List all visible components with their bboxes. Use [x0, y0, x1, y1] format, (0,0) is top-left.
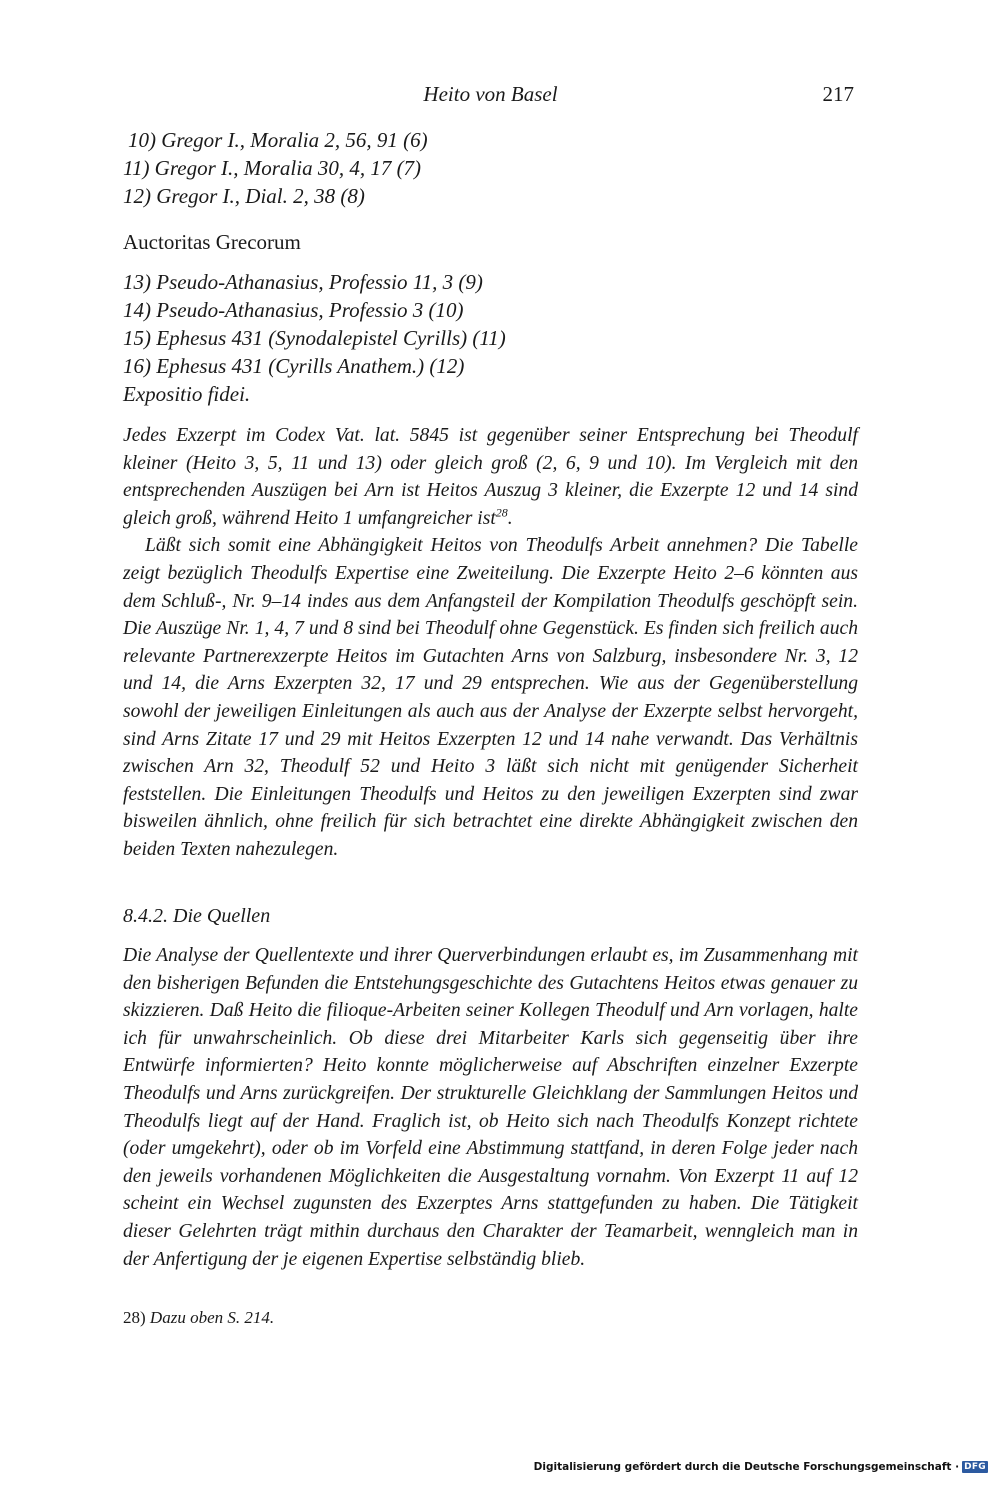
paragraph: Läßt sich somit eine Abhängigkeit Heitos von Theodulfs Arbeit annehmen? Die Tabelle zeigt bezüglich Theodulfs Expertise eine Zweiteilung. Die Exzerpte Heito 2–6 könnten aus dem Schluß-, Nr. 9–14 indes aus dem Anfangsteil der Kompilation Theodulfs geschöpft sein. Die Auszüge Nr. 1, 4, 7 und 8 sind bei Theodulf ohne Gegenstück. Es finden sich freilich auch relevante Partnerexzerpte Heitos im Gutachten Arns von Salzburg, insbesondere Nr. 3, 12 und 14, die Arns Exzerpten 32, 17 und 29 entsprechen. Wie aus der Gegenüberstellung sowohl der jeweiligen Einleitungen als auch aus der Analyse der Exzerpte selbst hervorgeht, sind Arns Zitate 17 und 29 mit Heitos Exzerpten 12 und 14 nahe verwandt. Das Verhältnis zwischen Arn 32, Theodulf 52 und Heito 3 läßt sich nicht mit genügender Sicherheit feststellen. Die Einleitungen Theodulfs und Heitos zu den jeweiligen Exzerpten sind zwar bisweilen ähnlich, ohne freilich für sich betrachtet eine direkte Abhängigkeit zwischen den beiden Texten nahezulegen. [123, 535, 858, 860]
running-title: Heito von Basel [423, 82, 558, 106]
page-number: 217 [822, 82, 854, 106]
list-item: 15) Ephesus 431 (Synodalepistel Cyrills) (11) [123, 326, 506, 350]
auctoritas-heading: Auctoritas Grecorum [123, 230, 301, 254]
footnote-number: 28) [123, 1308, 146, 1327]
dfg-logo: DFG [964, 1462, 986, 1472]
list-item: 10) Gregor I., Moralia 2, 56, 91 (6) [128, 128, 428, 152]
footnote-text: Dazu oben S. 214. [149, 1308, 275, 1327]
source-list-gregor [123, 126, 858, 210]
body-text-upper [123, 422, 858, 864]
list-item: 13) Pseudo-Athanasius, Professio 11, 3 (9) [123, 270, 483, 294]
paragraph [123, 422, 858, 532]
paragraph-tail: . [507, 507, 513, 529]
paragraph-text: Jedes Exzerpt im Codex Vat. lat. 5845 ist gegenüber seiner Entsprechung bei Theodulf kleiner (Heito 3, 5, 11 und 13) oder gleich groß (2, 6, 9 und 10). Im Vergleich mit den entsprechenden Auszügen bei Arn ist Heitos Auszug 3 kleiner, die Exzerpte 12 und 14 sind gleich groß, während Heito 1 umfangreicher ist [123, 425, 858, 529]
credit-text: Digitalisierung gefördert durch die Deutsche Forschungsgemeinschaft · [533, 1461, 960, 1473]
running-header [123, 82, 858, 112]
paragraph: Die Analyse der Quellentexte und ihrer Querverbindungen erlaubt es, im Zusammenhang mit den bisherigen Befunden die Entstehungsgeschichte des Gutachtens Heitos etwas genauer zu skizzieren. Daß Heito die filioque-Arbeiten seiner Kollegen Theodulf und Arn vorlagen, halte ich für unwahrscheinlich. Ob diese drei Mitarbeiter Karls sich gegenseitig über ihre Entwürfe informierten? Heito konnte möglicherweise auf Abschriften einzelner Exzerpte Theodulfs und Arns zurückgreifen. Der strukturelle Gleichklang der Sammlungen Heitos und Theodulfs liegt auf der Hand. Fraglich ist, ob Heito sich nach Theodulfs Konzept richtete (oder umgekehrt), oder ob im Vorfeld eine Abstimmung stattfand, in deren Folge jeder nach den jeweils vorhandenen Möglichkeiten die Ausgestaltung vornahm. Von Exzerpt 11 auf 12 scheint ein Wechsel zugunsten des Exzerptes Arns stattgefunden zu haben. Die Tätigkeit dieser Gelehrten trägt mithin durchaus den Charakter der Teamarbeit, wenngleich man in der Anfertigung der je eigenen Expertise selbständig blieb. [123, 945, 858, 1270]
section-heading: 8.4.2. Die Quellen [123, 905, 271, 927]
list-item: 14) Pseudo-Athanasius, Professio 3 (10) [123, 298, 464, 322]
list-item: Expositio fidei. [123, 382, 251, 406]
footnote [123, 1306, 858, 1330]
body-text-lower [123, 942, 858, 1273]
list-item: 16) Ephesus 431 (Cyrills Anathem.) (12) [123, 354, 465, 378]
footnote-reference: 28 [495, 505, 508, 520]
digitization-credit [534, 1461, 988, 1473]
source-list-greek [123, 268, 858, 408]
list-item: 12) Gregor I., Dial. 2, 38 (8) [123, 184, 365, 208]
list-item: 11) Gregor I., Moralia 30, 4, 17 (7) [123, 156, 422, 180]
